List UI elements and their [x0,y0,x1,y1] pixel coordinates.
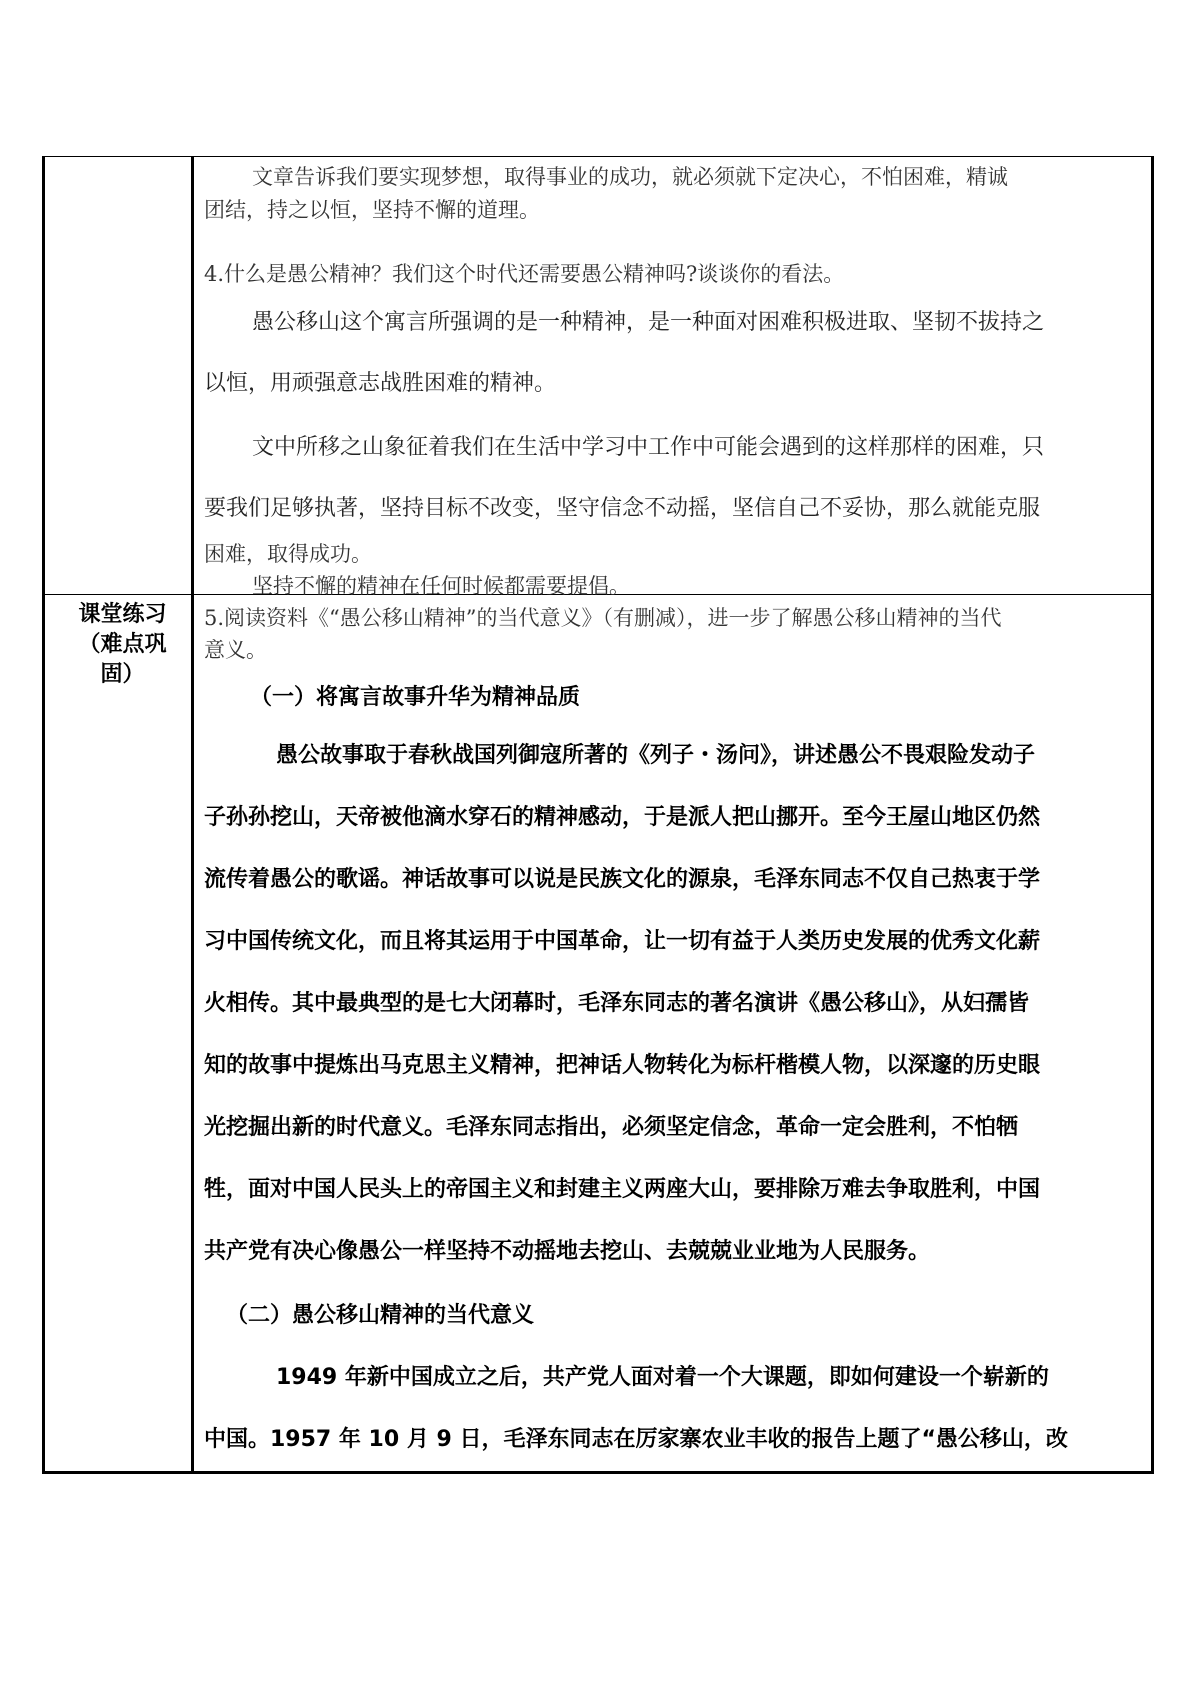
answer-paragraph-line: 团结，持之以恒，坚持不懈的道理。 [204,198,540,222]
reading-line: 火相传。其中最典型的是七大闭幕时，毛泽东同志的著名演讲《愚公移山》，从妇孺皆 [204,991,1030,1016]
reading-line: 共产党有决心像愚公一样坚持不动摇地去挖山、去兢兢业业地为人民服务。 [204,1239,931,1264]
section-heading: （一）将寓言故事升华为精神品质 [250,685,581,710]
reading-line: 光挖掘出新的时代意义。毛泽东同志指出，必须坚定信念，革命一定会胜利，不怕牺 [204,1115,1019,1140]
answer-paragraph-line: 文章告诉我们要实现梦想，取得事业的成功，就必须就下定决心，不怕困难，精诚 [252,165,1008,189]
reading-line: 习中国传统文化，而且将其运用于中国革命，让一切有益于人类历史发展的优秀文化薪 [204,929,1041,954]
answer-paragraph-line: 坚持不懈的精神在任何时候都需要提倡。 [252,574,630,598]
reading-line: 愚公故事取于春秋战国列御寇所著的《列子・汤问》，讲述愚公不畏艰险发动子 [276,743,1036,768]
row-label [55,600,190,690]
answer-paragraph-line: 以恒，用顽强意志战胜困难的精神。 [204,371,557,396]
reading-line: 流传着愚公的歌谣。神话故事可以说是民族文化的源泉，毛泽东同志不仅自己热衷于学 [204,867,1041,892]
question-5: 5.阅读资料《“愚公移山精神”的当代意义》（有删减），进一步了解愚公移山精神的当代 [204,606,1002,630]
reading-line: 知的故事中提炼出马克思主义精神，把神话人物转化为标杆楷模人物，以深邃的历史眼 [204,1053,1041,1078]
row-label-line: 课堂练习 [78,602,167,627]
reading-line: 子孙孙挖山，天帝被他滴水穿石的精神感动，于是派人把山挪开。至今王屋山地区仍然 [204,805,1041,830]
section-heading: （二）愚公移山精神的当代意义 [226,1303,535,1328]
row-label-line: （难点巩 [78,632,167,657]
reading-line: 中国。1957 年 10 月 9 日，毛泽东同志在厉家寨农业丰收的报告上题了“愚公移山，改 [204,1427,1068,1452]
row-label-line: 固） [100,662,145,687]
question-4: 4.什么是愚公精神？我们这个时代还需要愚公精神吗?谈谈你的看法。 [204,262,845,286]
column-divider [191,156,194,1474]
reading-line: 牲，面对中国人民头上的帝国主义和封建主义两座大山，要排除万难去争取胜利，中国 [204,1177,1041,1202]
answer-paragraph-line: 愚公移山这个寓言所强调的是一种精神，是一种面对困难积极进取、坚韧不拔持之 [252,310,1045,335]
answer-paragraph-line: 文中所移之山象征着我们在生活中学习中工作中可能会遇到的这样那样的困难，只 [252,435,1045,460]
question-5: 意义。 [204,638,267,662]
answer-paragraph-line: 要我们足够执著，坚持目标不改变，坚守信念不动摇，坚信自己不妥协，那么就能克服 [204,496,1041,521]
answer-paragraph-line: 困难，取得成功。 [204,542,372,566]
reading-line: 1949 年新中国成立之后，共产党人面对着一个大课题，即如何建设一个崭新的 [276,1365,1049,1390]
